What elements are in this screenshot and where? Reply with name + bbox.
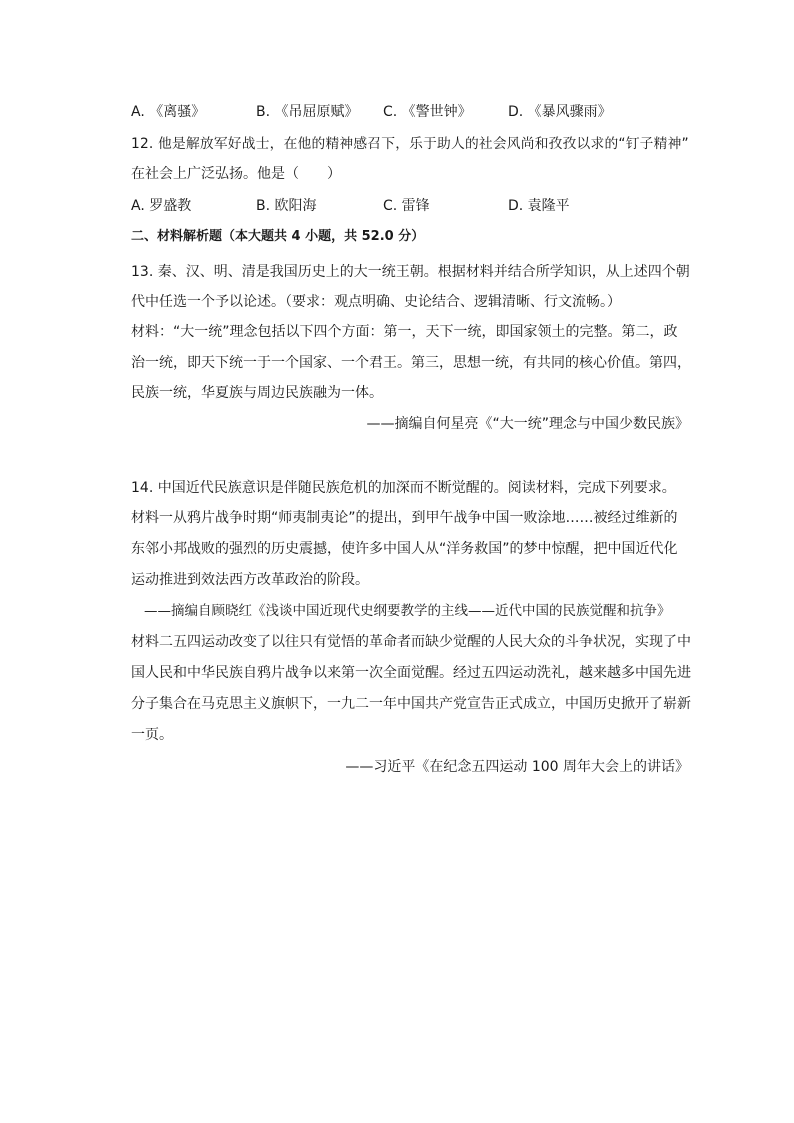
q12-option-d: D. 袁隆平 <box>508 198 570 214</box>
q14-material2-line-4: 一页。 <box>131 727 173 743</box>
q12-stem-line-1: 12. 他是解放军好战士，在他的精神感召下，乐于助人的社会风尚和孜孜以求的“钉子精神” <box>131 136 689 152</box>
q14-material2-line-1: 材料二五四运动改变了以往只有觉悟的革命者而缺少觉醒的人民大众的斗争状况，实现了中 <box>131 634 691 650</box>
q14-material1-line-1: 材料一从鸦片战争时期“师夷制夷论”的提出，到甲午战争中国一败涂地……被经过维新的 <box>131 510 678 526</box>
q14-material2-line-2: 国人民和中华民族自鸦片战争以来第一次全面觉醒。经过五四运动洗礼，越来越多中国先进 <box>131 665 691 681</box>
q12-option-c: C. 雷锋 <box>383 198 430 214</box>
q12-stem-line-2: 在社会上广泛弘扬。他是（ ） <box>131 166 341 182</box>
q11-option-c: C. 《警世钟》 <box>383 104 472 120</box>
q14-source-1: ——摘编自顾晓红《浅谈中国近现代史纲要教学的主线——近代中国的民族觉醒和抗争》 <box>144 603 671 619</box>
q12-option-a: A. 罗盛教 <box>131 198 192 214</box>
q13-material-line-2: 治一统，即天下统一于一个国家、一个君王。第三，思想一统，有共同的核心价值。第四， <box>131 355 691 371</box>
q11-option-b: B. 《吊屈原赋》 <box>256 104 359 120</box>
q13-line-1: 13. 秦、汉、明、清是我国历史上的大一统王朝。根据材料并结合所学知识，从上述四个朝 <box>131 264 690 280</box>
q13-material-line-1: 材料：“大一统”理念包括以下四个方面：第一，天下一统，即国家领土的完整。第二，政 <box>131 324 678 340</box>
q14-material2-line-3: 分子集合在马克思主义旗帜下，一九二一年中国共产党宣告正式成立，中国历史掀开了崭新 <box>131 696 691 712</box>
q14-material1-line-2: 东邻小邦战败的强烈的历史震撼，使许多中国人从“洋务救国”的梦中惊醒，把中国近代化 <box>131 541 678 557</box>
q11-option-a: A. 《离骚》 <box>131 104 206 120</box>
q14-source-2: ——习近平《在纪念五四运动 100 周年大会上的讲话》 <box>345 759 689 775</box>
q13-material-line-3: 民族一统，华夏族与周边民族融为一体。 <box>131 385 383 401</box>
q14-material1-line-3: 运动推进到效法西方改革政治的阶段。 <box>131 572 369 588</box>
q11-option-d: D. 《暴风骤雨》 <box>508 104 612 120</box>
q13-line-2: 代中任选一个予以论述。（要求：观点明确、史论结合、逻辑清晰、行文流畅。） <box>131 294 621 310</box>
section-heading: 二、材料解析题（本大题共 4 小题，共 52.0 分） <box>131 229 425 244</box>
q12-option-b: B. 欧阳海 <box>256 198 317 214</box>
q13-source: ——摘编自何星亮《“大一统”理念与中国少数民族》 <box>366 416 689 432</box>
q14-stem: 14. 中国近代民族意识是伴随民族危机的加深而不断觉醒的。阅读材料，完成下列要求。 <box>131 480 676 496</box>
